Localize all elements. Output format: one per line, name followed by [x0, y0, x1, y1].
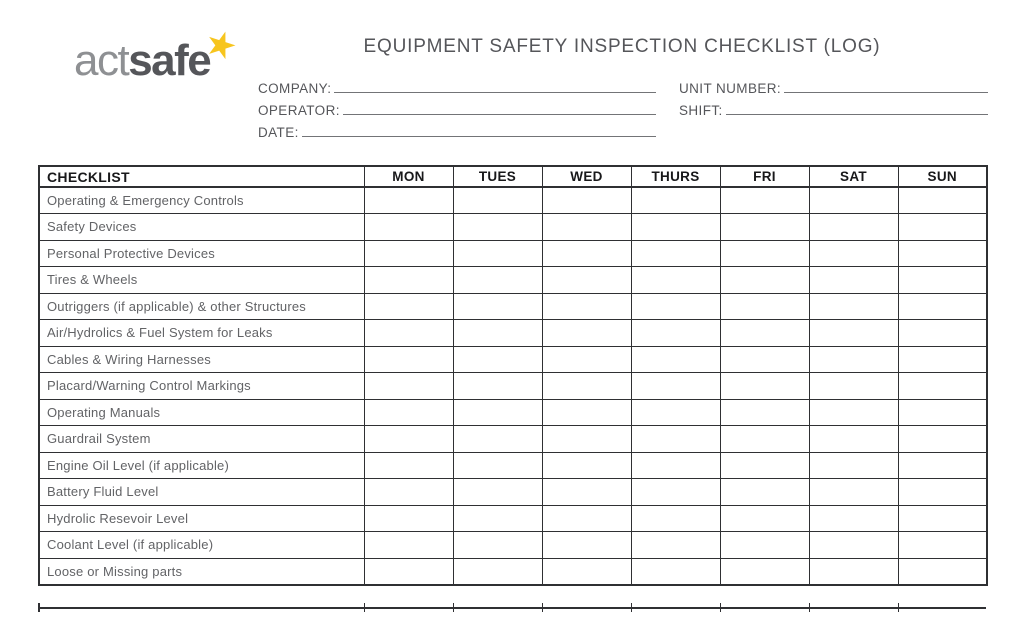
day-cell[interactable] [809, 505, 898, 532]
unit-number-input-line[interactable] [784, 79, 988, 93]
date-input-line[interactable] [302, 123, 656, 137]
checklist-item-label: Loose or Missing parts [39, 558, 364, 585]
day-cell[interactable] [809, 267, 898, 294]
day-cell[interactable] [364, 399, 453, 426]
day-cell[interactable] [364, 505, 453, 532]
day-cell[interactable] [898, 346, 987, 373]
day-cell[interactable] [631, 532, 720, 559]
checklist-item-label: Operating & Emergency Controls [39, 187, 364, 214]
day-cell[interactable] [542, 558, 631, 585]
day-cell[interactable] [898, 399, 987, 426]
table-bottom-border [38, 607, 986, 609]
column-header-checklist: CHECKLIST [39, 166, 364, 187]
day-cell[interactable] [631, 240, 720, 267]
company-field [258, 74, 656, 96]
checklist-item-label: Guardrail System [39, 426, 364, 453]
checklist-item-label: Battery Fluid Level [39, 479, 364, 506]
day-cell[interactable] [898, 293, 987, 320]
table-row [39, 346, 987, 373]
table-row [39, 320, 987, 347]
date-field [258, 118, 656, 140]
day-cell[interactable] [809, 399, 898, 426]
day-cell[interactable] [453, 426, 542, 453]
checklist-table-body [39, 187, 987, 585]
table-row [39, 505, 987, 532]
day-cell[interactable] [453, 479, 542, 506]
checklist-item-label: Engine Oil Level (if applicable) [39, 452, 364, 479]
column-header-day: FRI [720, 166, 809, 187]
day-cell[interactable] [364, 452, 453, 479]
day-cell[interactable] [898, 240, 987, 267]
day-cell[interactable] [720, 558, 809, 585]
fields-left-column [258, 74, 656, 140]
company-input-line[interactable] [334, 79, 656, 93]
day-cell[interactable] [453, 267, 542, 294]
day-cell[interactable] [631, 373, 720, 400]
day-cell[interactable] [542, 532, 631, 559]
table-row [39, 240, 987, 267]
logo-text-act: act [74, 36, 129, 85]
day-cell[interactable] [542, 267, 631, 294]
shift-input-line[interactable] [726, 101, 988, 115]
day-cell[interactable] [453, 558, 542, 585]
table-row [39, 214, 987, 241]
day-cell[interactable] [542, 346, 631, 373]
day-cell[interactable] [364, 346, 453, 373]
day-cell[interactable] [809, 346, 898, 373]
day-cell[interactable] [898, 505, 987, 532]
day-cell[interactable] [453, 187, 542, 214]
checklist-item-label: Cables & Wiring Harnesses [39, 346, 364, 373]
day-cell[interactable] [809, 320, 898, 347]
table-row [39, 293, 987, 320]
cutoff-next-row [38, 603, 986, 612]
table-row [39, 267, 987, 294]
day-cell[interactable] [720, 479, 809, 506]
checklist-item-label: Outriggers (if applicable) & other Structures [39, 293, 364, 320]
day-cell[interactable] [809, 452, 898, 479]
day-cell[interactable] [809, 214, 898, 241]
day-cell[interactable] [453, 346, 542, 373]
day-cell[interactable] [364, 320, 453, 347]
table-row [39, 426, 987, 453]
fields-right-column [679, 74, 988, 118]
table-row [39, 399, 987, 426]
day-cell[interactable] [809, 426, 898, 453]
day-cell[interactable] [542, 505, 631, 532]
day-cell[interactable] [898, 214, 987, 241]
table-row [39, 479, 987, 506]
day-cell[interactable] [809, 187, 898, 214]
day-cell[interactable] [809, 373, 898, 400]
day-cell[interactable] [898, 558, 987, 585]
column-header-day: SUN [898, 166, 987, 187]
day-cell[interactable] [631, 505, 720, 532]
day-cell[interactable] [453, 452, 542, 479]
day-cell[interactable] [631, 558, 720, 585]
column-header-day: THURS [631, 166, 720, 187]
day-cell[interactable] [720, 187, 809, 214]
day-cell[interactable] [720, 532, 809, 559]
table-row [39, 452, 987, 479]
day-cell[interactable] [631, 346, 720, 373]
day-cell[interactable] [631, 214, 720, 241]
column-header-day: WED [542, 166, 631, 187]
day-cell[interactable] [542, 479, 631, 506]
day-cell[interactable] [542, 373, 631, 400]
day-cell[interactable] [631, 293, 720, 320]
day-cell[interactable] [809, 558, 898, 585]
unit-number-field [679, 74, 988, 96]
table-row [39, 558, 987, 585]
day-cell[interactable] [898, 479, 987, 506]
day-cell[interactable] [720, 240, 809, 267]
day-cell[interactable] [631, 399, 720, 426]
day-cell[interactable] [898, 373, 987, 400]
day-cell[interactable] [809, 479, 898, 506]
day-cell[interactable] [364, 267, 453, 294]
operator-input-line[interactable] [343, 101, 656, 115]
day-cell[interactable] [720, 426, 809, 453]
day-cell[interactable] [631, 426, 720, 453]
column-header-day: SAT [809, 166, 898, 187]
day-cell[interactable] [809, 532, 898, 559]
day-cell[interactable] [542, 214, 631, 241]
operator-field [258, 96, 656, 118]
table-row [39, 187, 987, 214]
day-cell[interactable] [631, 187, 720, 214]
operator-label: OPERATOR: [258, 103, 340, 118]
day-cell[interactable] [631, 267, 720, 294]
unit-number-label: UNIT NUMBER: [679, 81, 782, 96]
column-header-day: TUES [453, 166, 542, 187]
day-cell[interactable] [364, 558, 453, 585]
day-cell[interactable] [809, 240, 898, 267]
day-cell[interactable] [453, 293, 542, 320]
shift-field [679, 96, 988, 118]
day-cell[interactable] [720, 267, 809, 294]
checklist-item-label: Safety Devices [39, 214, 364, 241]
day-cell[interactable] [898, 452, 987, 479]
day-cell[interactable] [631, 320, 720, 347]
date-label: DATE: [258, 125, 299, 140]
day-cell[interactable] [631, 452, 720, 479]
day-cell[interactable] [364, 240, 453, 267]
column-header-day: MON [364, 166, 453, 187]
table-row [39, 373, 987, 400]
day-cell[interactable] [542, 293, 631, 320]
day-cell[interactable] [720, 293, 809, 320]
checklist-item-label: Personal Protective Devices [39, 240, 364, 267]
day-cell[interactable] [720, 399, 809, 426]
day-cell[interactable] [720, 320, 809, 347]
day-cell[interactable] [453, 240, 542, 267]
day-cell[interactable] [542, 240, 631, 267]
day-cell[interactable] [453, 214, 542, 241]
page-title: EQUIPMENT SAFETY INSPECTION CHECKLIST (LOG) [363, 36, 881, 57]
day-cell[interactable] [720, 452, 809, 479]
day-cell[interactable] [720, 214, 809, 241]
logo-text-safe: safe [128, 36, 211, 85]
day-cell[interactable] [542, 187, 631, 214]
checklist-item-label: Tires & Wheels [39, 267, 364, 294]
day-cell[interactable] [631, 479, 720, 506]
day-cell[interactable] [898, 267, 987, 294]
checklist-item-label: Hydrolic Resevoir Level [39, 505, 364, 532]
day-cell[interactable] [720, 346, 809, 373]
day-cell[interactable] [898, 187, 987, 214]
checklist-item-label: Air/Hydrolics & Fuel System for Leaks [39, 320, 364, 347]
day-cell[interactable] [453, 505, 542, 532]
actsafe-logo [74, 20, 244, 87]
day-cell[interactable] [898, 426, 987, 453]
day-cell[interactable] [453, 320, 542, 347]
company-label: COMPANY: [258, 81, 332, 96]
day-cell[interactable] [453, 373, 542, 400]
day-cell[interactable] [809, 293, 898, 320]
day-cell[interactable] [720, 373, 809, 400]
checklist-item-label: Placard/Warning Control Markings [39, 373, 364, 400]
day-cell[interactable] [364, 214, 453, 241]
day-cell[interactable] [720, 505, 809, 532]
day-cell[interactable] [364, 479, 453, 506]
day-cell[interactable] [453, 532, 542, 559]
day-cell[interactable] [364, 373, 453, 400]
day-cell[interactable] [542, 320, 631, 347]
day-cell[interactable] [542, 399, 631, 426]
day-cell[interactable] [364, 426, 453, 453]
day-cell[interactable] [898, 320, 987, 347]
day-cell[interactable] [364, 187, 453, 214]
day-cell[interactable] [542, 452, 631, 479]
day-cell[interactable] [898, 532, 987, 559]
table-header-row [39, 166, 987, 187]
shift-label: SHIFT: [679, 103, 723, 118]
day-cell[interactable] [453, 399, 542, 426]
day-cell[interactable] [364, 532, 453, 559]
star-icon: ★ [199, 20, 244, 69]
checklist-table [38, 165, 988, 586]
day-cell[interactable] [364, 293, 453, 320]
day-cell[interactable] [542, 426, 631, 453]
checklist-item-label: Operating Manuals [39, 399, 364, 426]
table-row [39, 532, 987, 559]
checklist-item-label: Coolant Level (if applicable) [39, 532, 364, 559]
